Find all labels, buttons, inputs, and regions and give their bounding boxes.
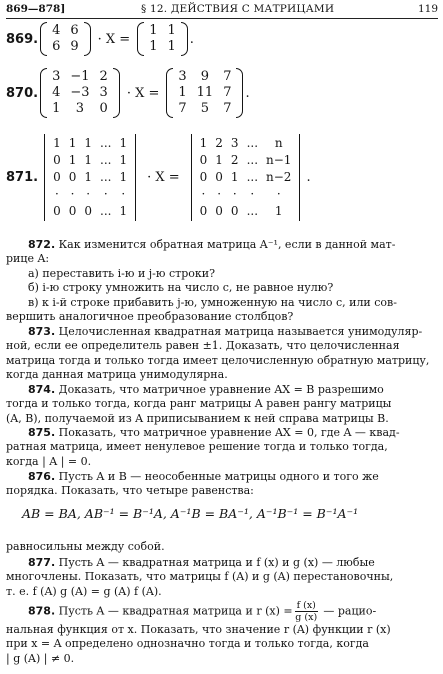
problem-number: 869. <box>6 31 39 47</box>
matrix-row <box>144 39 181 55</box>
operator: · X = <box>147 170 180 185</box>
problem-number: 873. <box>28 325 56 338</box>
matrix-cell: 1 <box>274 204 283 218</box>
matrix-cell: 0 <box>215 204 223 218</box>
matrix-cell: 0 <box>84 204 92 218</box>
text-line: Пусть A и B — неособенные матрицы одного и того же <box>58 470 379 483</box>
text-line: Доказать, что матричное уравнение AX = B разрешимо <box>58 383 384 396</box>
matrix-row <box>196 152 296 169</box>
matrix-cell: −3 <box>70 85 90 100</box>
matrix-row <box>47 39 84 55</box>
problem-870 <box>6 68 250 118</box>
matrix-cell: ... <box>100 170 112 184</box>
matrix-row <box>49 152 131 169</box>
header-problem-range: 869—878] <box>6 3 66 15</box>
period: . <box>245 85 250 101</box>
matrix-cell: 1 <box>167 23 176 38</box>
text-line: при x = A определено однозначно тогда и только тогда, когда <box>6 637 369 651</box>
problem-number: 872. <box>28 238 56 251</box>
matrix-cell: ... <box>246 153 259 167</box>
matrix-cell: 0 <box>199 170 208 184</box>
matrix-cell: 1 <box>230 170 239 184</box>
matrix-cell: 1 <box>178 85 187 100</box>
matrix-grid <box>173 69 236 117</box>
fraction <box>295 600 318 623</box>
matrix-grid <box>47 23 84 55</box>
fraction-numerator: f (x) <box>296 600 316 611</box>
matrix-row <box>49 203 131 220</box>
matrix-cell: n <box>274 136 283 150</box>
matrix-cell: 0 <box>53 204 61 218</box>
matrix-row <box>196 203 296 220</box>
matrix-cell: 0 <box>53 153 61 167</box>
matrix-cell: · <box>250 187 255 201</box>
text-line: вершить аналогичное преобразование столбцов? <box>6 310 294 324</box>
matrix-cell: 1 <box>167 39 176 54</box>
problem-number: 874. <box>28 383 56 396</box>
list-item: в) к i-й строке прибавить j-ю, умноженную на число c, или сов- <box>28 295 397 309</box>
matrix-cell: 1 <box>84 153 92 167</box>
text-line: Пусть A — квадратная матрица и r (x) = <box>58 604 293 618</box>
matrix-cell: 9 <box>70 39 79 54</box>
matrix-cell: · <box>70 187 75 201</box>
problem-number: 878. <box>28 604 56 618</box>
period: . <box>306 170 311 185</box>
problem-878 <box>6 600 438 666</box>
matrix-cell: 9 <box>200 69 210 84</box>
equations-876: AB = BA, AB⁻¹ = B⁻¹A, A⁻¹B = BA⁻¹, A⁻¹B⁻¹ = B⁻¹A⁻¹ <box>22 506 359 521</box>
matrix-cell: 0 <box>53 170 61 184</box>
problem-872 <box>6 238 438 324</box>
matrix-cell: 1 <box>52 101 61 116</box>
matrix-row <box>173 85 236 101</box>
matrix-B-871 <box>187 134 305 221</box>
text-line: — рацио- <box>323 604 377 618</box>
matrix-cell: 7 <box>178 101 187 116</box>
matrix-cell: 0 <box>215 170 223 184</box>
matrix-row <box>47 69 113 85</box>
matrix-grid <box>196 135 296 220</box>
matrix-row <box>47 23 84 39</box>
matrix-cell: 3 <box>230 136 239 150</box>
matrix-cell: · <box>121 187 126 201</box>
text-line: многочлены. Показать, что матрицы f (A) и g (A) перестановочны, <box>6 570 394 584</box>
matrix-row <box>49 169 131 186</box>
matrix-cell: 0 <box>68 204 77 218</box>
problem-876-tail <box>6 540 438 554</box>
text-line: тогда и только тогда, когда ранг матрицы A равен рангу матрицы <box>6 397 392 411</box>
matrix-cell: 3 <box>52 69 61 84</box>
text-line: равносильны между собой. <box>6 540 165 553</box>
matrix-cell: 7 <box>223 69 232 84</box>
matrix-row <box>49 135 131 152</box>
matrix-row <box>173 69 236 85</box>
matrix-cell: · <box>276 187 281 201</box>
matrix-cell: ... <box>100 153 112 167</box>
matrix-grid <box>47 69 113 117</box>
text-line: нальная функция от x. Показать, что значение r (A) функции r (x) <box>6 623 391 636</box>
matrix-cell: 0 <box>68 170 77 184</box>
matrix-cell: ... <box>246 204 259 218</box>
matrix-cell: · <box>217 187 222 201</box>
matrix-cell: 7 <box>223 85 232 100</box>
matrix-cell: · <box>86 187 91 201</box>
list-item: а) переставить i-ю и j-ю строки? <box>28 266 215 280</box>
problem-874 <box>6 383 438 426</box>
text-line: порядка. Показать, что четыре равенства: <box>6 484 254 498</box>
matrix-cell: · <box>201 187 206 201</box>
matrix-cell: 2 <box>215 136 223 150</box>
matrix-cell: 1 <box>149 39 158 54</box>
matrix-cell: 3 <box>178 69 187 84</box>
problem-number: 871. <box>6 170 39 185</box>
matrix-cell: 1 <box>119 204 128 218</box>
fraction-denominator: g (x) <box>295 612 318 623</box>
matrix-cell: 1 <box>68 153 77 167</box>
matrix-row <box>144 23 181 39</box>
matrix-cell: 1 <box>119 136 128 150</box>
text-line: когда данная матрица унимодулярна. <box>6 368 228 382</box>
matrix-cell: 6 <box>70 23 79 38</box>
text-line: т. е. f (A) g (A) = g (A) f (A). <box>6 584 162 598</box>
matrix-cell: ... <box>100 136 112 150</box>
matrix-row <box>196 135 296 152</box>
problem-number: 875. <box>28 426 56 439</box>
text-line: когда | A | = 0. <box>6 454 92 468</box>
matrix-cell: · <box>54 187 59 201</box>
matrix-cell: 4 <box>52 23 61 38</box>
matrix-grid <box>49 135 131 220</box>
matrix-cell: 1 <box>149 23 158 38</box>
matrix-cell: 1 <box>84 170 92 184</box>
problem-number: 876. <box>28 470 56 483</box>
matrix-cell: ... <box>246 136 259 150</box>
list-item: б) i-ю строку умножить на число c, не равное нулю? <box>28 281 334 295</box>
text-line: Целочисленная квадратная матрица называется унимодуляр- <box>58 325 423 338</box>
matrix-row <box>173 101 236 117</box>
matrix-cell: 0 <box>199 153 208 167</box>
matrix-grid <box>144 23 181 55</box>
text-line: Пусть A — квадратная матрица и f (x) и g (x) — любые <box>58 556 375 569</box>
matrix-row <box>196 186 296 203</box>
matrix-cell: 11 <box>196 85 214 100</box>
matrix-cell: 0 <box>99 101 108 116</box>
matrix-cell: 1 <box>119 170 128 184</box>
matrix-cell: 6 <box>52 39 61 54</box>
problem-number: 870. <box>6 85 39 101</box>
text-line: Как изменится обратная матрица A⁻¹, если в данной мат- <box>58 238 396 251</box>
matrix-cell: 1 <box>199 136 208 150</box>
matrix-row <box>47 85 113 101</box>
matrix-cell: 2 <box>99 69 108 84</box>
matrix-row <box>47 101 113 117</box>
matrix-cell: 7 <box>223 101 232 116</box>
text-line: Показать, что матричное уравнение AX = 0, где A — квад- <box>58 426 400 439</box>
matrix-A-869 <box>40 22 91 56</box>
matrix-cell: · <box>232 187 237 201</box>
matrix-B-869 <box>137 22 188 56</box>
header-rule <box>6 18 438 19</box>
problem-875 <box>6 426 438 469</box>
problem-873 <box>6 325 438 383</box>
matrix-cell: 1 <box>53 136 61 150</box>
page-header <box>6 3 438 18</box>
matrix-cell: 3 <box>99 85 108 100</box>
problem-869 <box>6 22 194 56</box>
matrix-cell: 2 <box>230 153 239 167</box>
matrix-cell: 4 <box>52 85 61 100</box>
text-line: | g (A) | ≠ 0. <box>6 651 75 665</box>
matrix-cell: 0 <box>199 204 208 218</box>
matrix-cell: n−1 <box>266 153 292 167</box>
text-line: матрица тогда и только тогда имеет целочисленную обратную матрицу, <box>6 353 430 367</box>
matrix-A-871 <box>40 134 140 221</box>
header-section-title: § 12. ДЕЙСТВИЯ С МАТРИЦАМИ <box>141 3 335 15</box>
matrix-cell: −1 <box>70 69 90 84</box>
matrix-cell: 0 <box>230 204 239 218</box>
problem-number: 877. <box>28 556 56 569</box>
matrix-cell: · <box>103 187 108 201</box>
text-line: (A, B), получаемой из A приписыванием к ней справа матрицы B. <box>6 411 389 425</box>
matrix-B-870 <box>166 68 243 118</box>
matrix-cell: n−2 <box>266 170 292 184</box>
matrix-cell: 1 <box>215 153 223 167</box>
matrix-cell: 1 <box>119 153 128 167</box>
page-number: 119 <box>417 3 438 15</box>
problem-871 <box>6 134 311 221</box>
matrix-cell: 3 <box>75 101 85 116</box>
period: . <box>189 31 194 47</box>
problem-876 <box>6 470 438 499</box>
text-line: ной, если ее определитель равен ±1. Доказать, что целочисленная <box>6 339 400 353</box>
matrix-cell: ... <box>100 204 112 218</box>
matrix-row <box>196 169 296 186</box>
text-line: ратная матрица, имеет ненулевое решение тогда и только тогда, <box>6 440 388 454</box>
operator: · X = <box>97 31 131 47</box>
matrix-cell: 1 <box>68 136 77 150</box>
matrix-A-870 <box>40 68 120 118</box>
text-line: рице A: <box>6 252 50 266</box>
matrix-row <box>49 186 131 203</box>
matrix-cell: 1 <box>84 136 92 150</box>
matrix-cell: ... <box>246 170 259 184</box>
problem-877 <box>6 556 438 599</box>
matrix-cell: 5 <box>200 101 210 116</box>
operator: · X = <box>126 85 160 101</box>
